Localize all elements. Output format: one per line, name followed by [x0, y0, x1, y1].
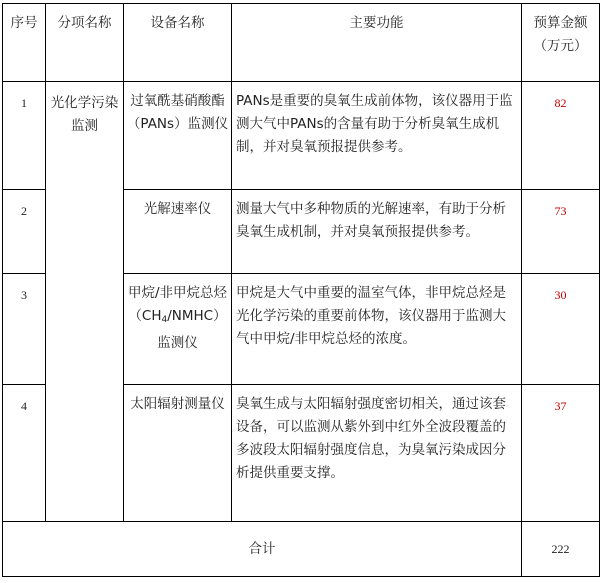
- device-function: 臭氧生成与太阳辐射强度密切相关，通过该套设备，可以监测从紫外到中红外全波段覆盖的多波段太阳辐射强度信息，为臭氧污染成因分析提供重要支撑。: [232, 385, 522, 522]
- device-name: 光解速率仪: [124, 190, 232, 274]
- budget-amount: 37: [522, 385, 600, 522]
- device-function: 测量大气中多种物质的光解速率，有助于分析臭氧生成机制，并对臭氧预报提供参考。: [232, 190, 522, 274]
- device-function: 甲烷是大气中重要的温室气体，非甲烷总烃是光化学污染的重要前体物，该仪器用于监测大气中甲烷/非甲烷总烃的浓度。: [232, 274, 522, 385]
- device-function: PANs是重要的臭氧生成前体物，该仪器用于监测大气中PANs的含量有助于分析臭氧生成机制，并对臭氧预报提供参考。: [232, 82, 522, 190]
- budget-amount: 82: [522, 82, 600, 190]
- device-name: [124, 274, 232, 385]
- row-index: 4: [3, 385, 46, 522]
- budget-amount: 73: [522, 190, 600, 274]
- table-row: [3, 82, 600, 190]
- header-budget: 预算金额（万元）: [522, 4, 600, 82]
- total-label: 合计: [3, 522, 522, 577]
- header-device: 设备名称: [124, 4, 232, 82]
- header-category: 分项名称: [46, 4, 124, 82]
- device-name-subscript: 4: [161, 315, 168, 325]
- budget-table: [2, 3, 600, 577]
- device-name-part1: 甲烷/非甲烷总烃（CH: [127, 285, 228, 324]
- table-header-row: [3, 4, 600, 82]
- category-cell: 光化学污染监测: [46, 82, 124, 522]
- header-index: 序号: [3, 4, 46, 82]
- device-name: 太阳辐射测量仪: [124, 385, 232, 522]
- budget-amount: 30: [522, 274, 600, 385]
- total-row: [3, 522, 600, 577]
- row-index: 1: [3, 82, 46, 190]
- device-name-part2: /NMHC）监测仪: [157, 308, 227, 351]
- header-function: 主要功能: [232, 4, 522, 82]
- row-index: 2: [3, 190, 46, 274]
- device-name: 过氧酰基硝酸酯（PANs）监测仪: [124, 82, 232, 190]
- row-index: 3: [3, 274, 46, 385]
- total-amount: 222: [522, 522, 600, 577]
